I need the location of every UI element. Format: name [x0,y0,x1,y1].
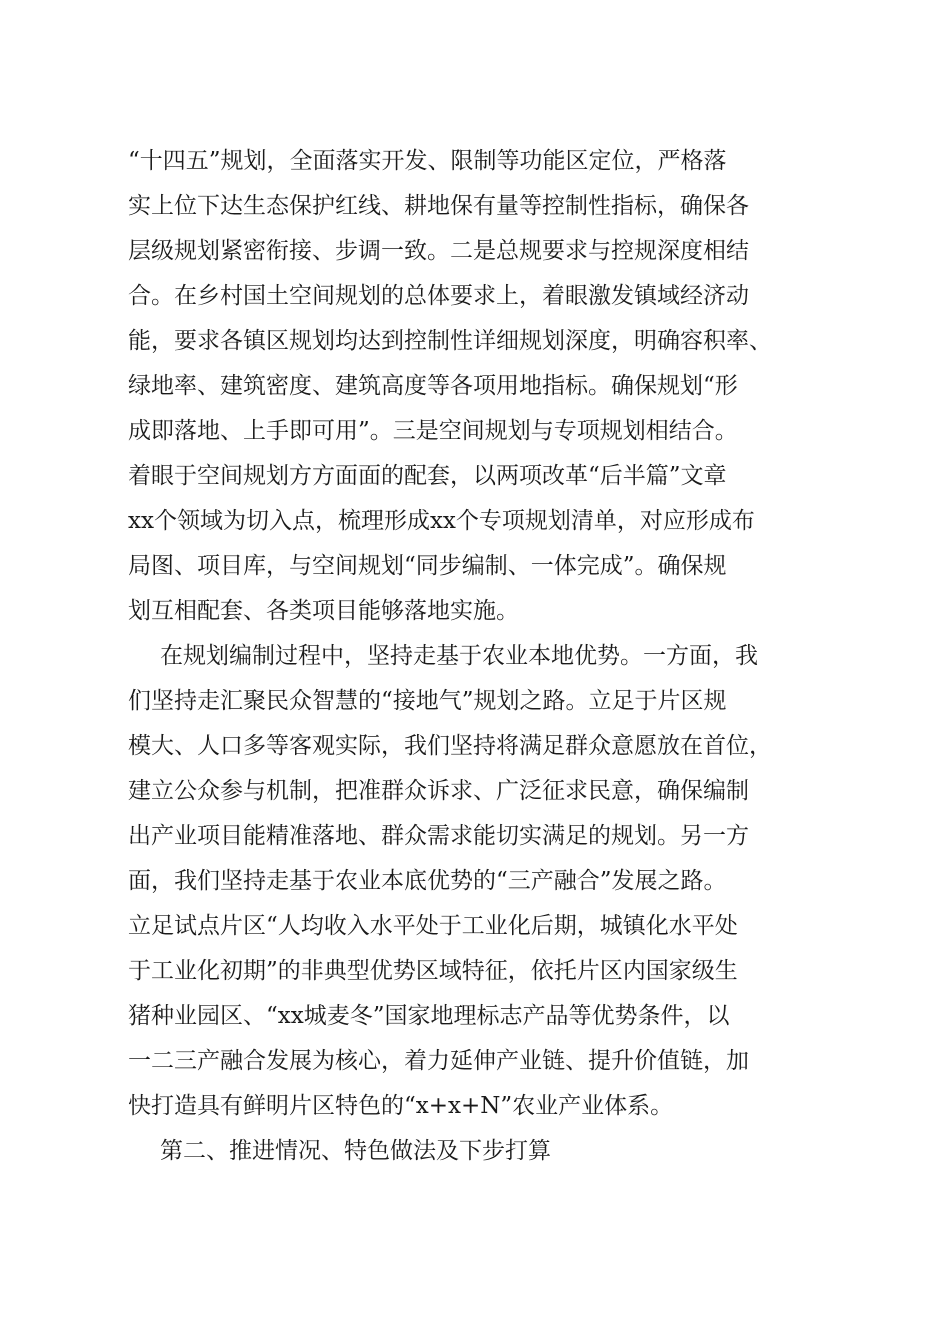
text-line: 实上位下达生态保护红线、耕地保有量等控制性指标，确保各 [128,193,749,219]
text-line: 一二三产融合发展为核心，着力延伸产业链、提升价值链，加 [128,1048,749,1074]
paragraph-first-line: 在规划编制过程中，坚持走基于农业本地优势。一方面，我 [160,643,758,669]
text-line: 建立公众参与机制，把准群众诉求、广泛征求民意，确保编制 [128,778,749,804]
text-line: 快打造具有鲜明片区特色的“x+x+N”农业产业体系。 [128,1093,674,1119]
text-line: 绿地率、建筑密度、建筑高度等各项用地指标。确保规划“形 [128,373,738,399]
text-line: 们坚持走汇聚民众智慧的“接地气”规划之路。立足于片区规 [128,688,727,714]
section-heading: 第二、推进情况、特色做法及下步打算 [160,1138,551,1164]
text-line: 猪种业园区、“xx城麦冬”国家地理标志产品等优势条件，以 [128,1003,730,1029]
text-line: 模大、人口多等客观实际，我们坚持将满足群众意愿放在首位， [128,733,772,759]
text-line: 局图、项目库，与空间规划“同步编制、一体完成”。确保规 [128,553,727,579]
text-line: 层级规划紧密衔接、步调一致。二是总规要求与控规深度相结 [128,238,749,264]
text-line: 成即落地、上手即可用”。三是空间规划与专项规划相结合。 [128,418,738,444]
text-line: 能，要求各镇区规划均达到控制性详细规划深度，明确容积率、 [128,328,772,354]
text-line: 划互相配套、各类项目能够落地实施。 [128,598,519,624]
text-line: “十四五”规划，全面落实开发、限制等功能区定位，严格落 [128,148,727,174]
text-line: 面，我们坚持走基于农业本底优势的“三产融合”发展之路。 [128,868,727,894]
text-line: 出产业项目能精准落地、群众需求能切实满足的规划。另一方 [128,823,749,849]
text-line: 合。在乡村国土空间规划的总体要求上，着眼激发镇域经济动 [128,283,749,309]
text-line: 着眼于空间规划方方面面的配套，以两项改革“后半篇”文章 [128,463,727,489]
text-line: xx个领域为切入点，梳理形成xx个专项规划清单，对应形成布 [128,508,755,534]
text-line: 于工业化初期”的非典型优势区域特征，依托片区内国家级生 [128,958,738,984]
text-line: 立足试点片区“人均收入水平处于工业化后期，城镇化水平处 [128,913,738,939]
